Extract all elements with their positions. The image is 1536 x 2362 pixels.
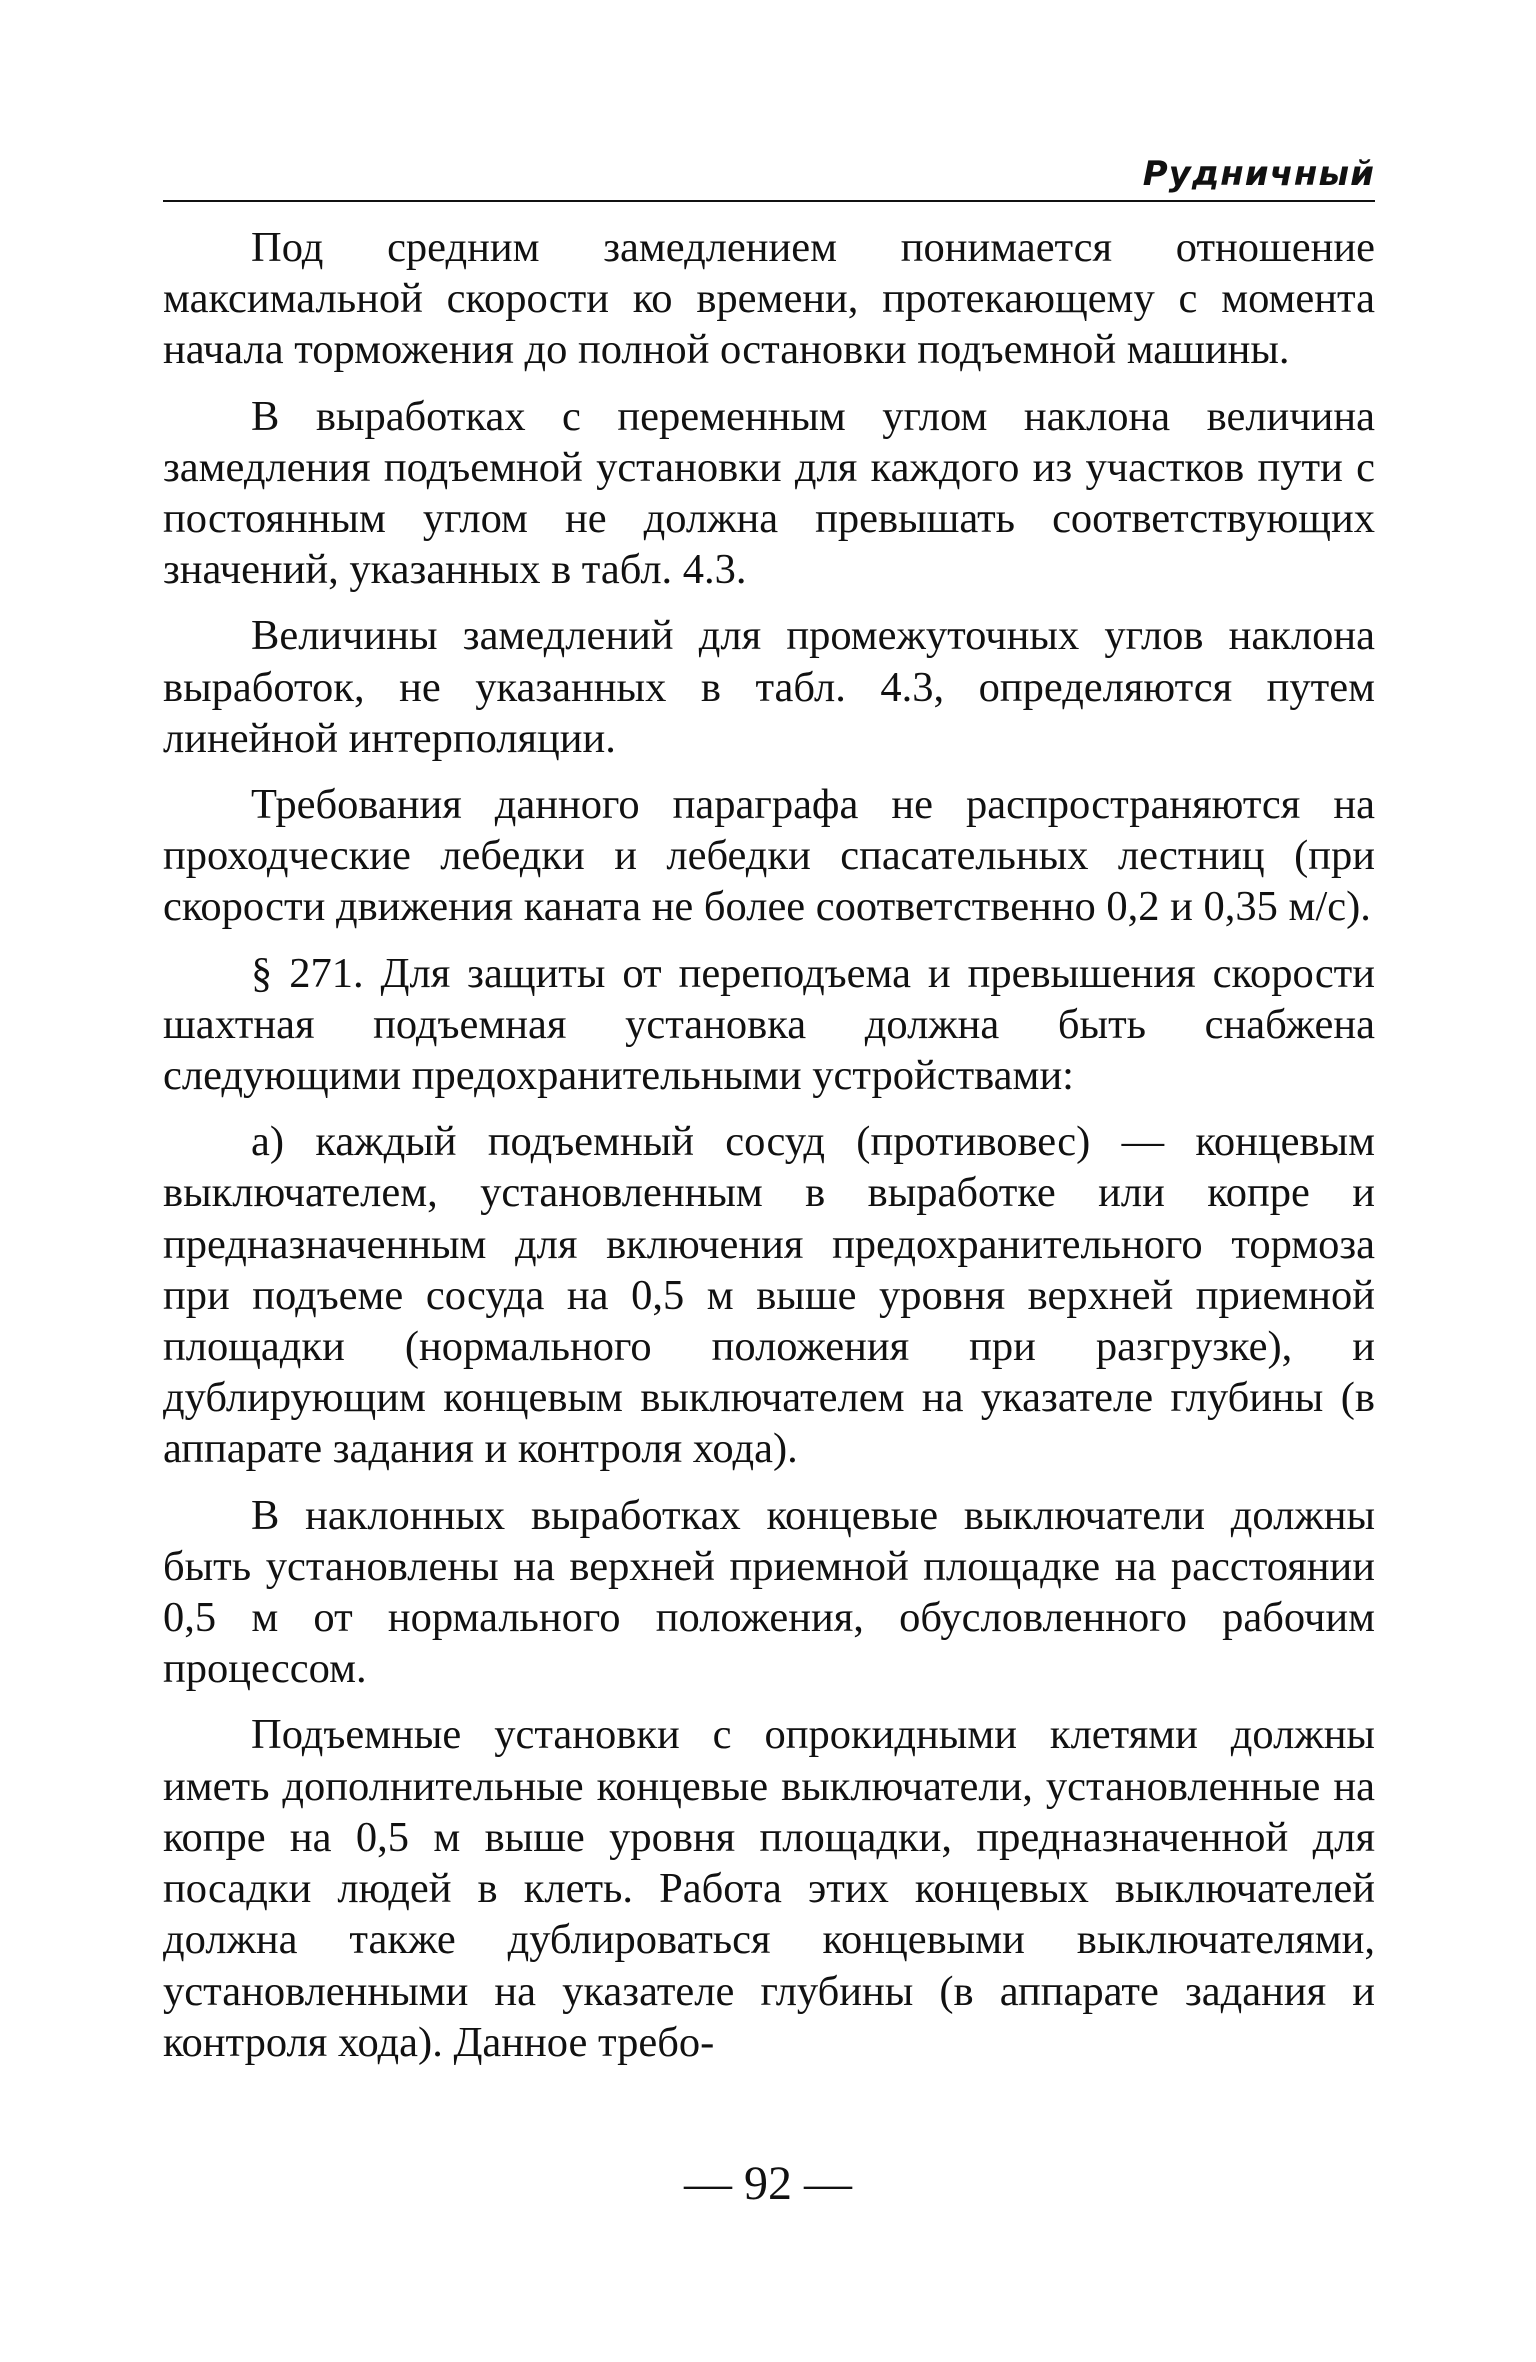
paragraph-average-deceleration: Под средним замедлением понимается отношение максимальной скорости ко времени, протекающему с момента начала торможения до полной остановки подъемной машины. [163,224,1375,374]
paragraph-interpolation: Величины замедлений для промежуточных углов наклона выработок, не указанных в табл. 4.3, определяются путем линейной интерполяции. [163,612,1375,762]
paragraph-inclined-workings: В наклонных выработках концевые выключатели должны быть установлены на верхней приемной площадке на расстоянии 0,5 м от нормального положения, обусловленного рабочим процессом. [163,1491,1375,1693]
paragraph-tipping-cages: Подъемные установки с опрокидными клетями должны иметь дополнительные концевые выключатели, установленные на копре на 0,5 м выше уровня площадки, предназначенной для посадки людей в клеть. Работа этих концевых выключателей должна также дублироваться концевыми выключателями, установленными на указателе глубины (в аппарате задания и контроля хода). Данное требо- [163,1711,1375,2066]
running-header-title: Рудничный [1142,154,1375,194]
paragraph-item-a: а) каждый подъемный сосуд (противовес) — концевым выключателем, установленным в выработке или копре и предназначенным для включения предохранительного тормоза при подъеме сосуда на 0,5 м выше уровня верхней приемной площадки (нормального положения при разгрузке), и дублирующим концевым выключателем на указателе глубины (в аппарате задания и контроля хода). [163,1118,1375,1473]
page-number: — 92 — [684,2157,852,2210]
paragraph-exceptions: Требования данного параграфа не распространяются на проходческие лебедки и лебедки спасательных лестниц (при скорости движения каната не более соответственно 0,2 и 0,35 м/с). [163,781,1375,931]
body-text [163,222,1375,2083]
paragraph-variable-angle: В выработках с переменным углом наклона величина замедления подъемной установки для каждого из участков пути с постоянным углом не должна превышать соответствующих значений, указанных в табл. 4.3. [163,392,1375,594]
running-header [163,148,1375,202]
paragraph-section-271: § 271. Для защиты от переподъема и превышения скорости шахтная подъемная установка должна быть снабжена следующими предохранительными устройствами: [163,949,1375,1100]
